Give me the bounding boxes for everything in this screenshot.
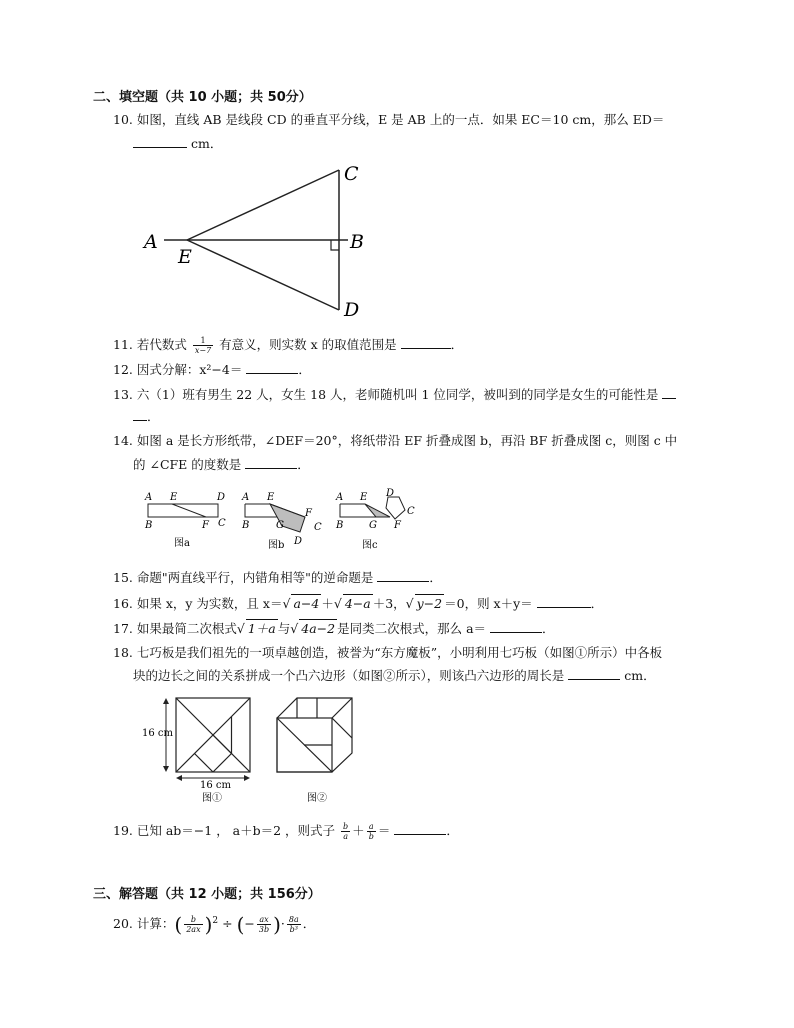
label-16cm-vertical: 16 cm [142, 728, 173, 739]
question-10 [113, 111, 664, 129]
svg-text:E: E [267, 492, 275, 503]
answer-blank[interactable] [401, 336, 451, 349]
question-number: 13. [113, 387, 133, 402]
segment-ed [187, 240, 339, 310]
question-number: 12. [113, 362, 133, 377]
label-b: B [350, 231, 364, 253]
question-text: 的 ∠CFE 的度数是 [133, 457, 242, 472]
svg-text:C: C [407, 506, 415, 517]
question-number: 11. [113, 337, 133, 352]
svg-text:F: F [394, 520, 401, 531]
fraction: $\frac{1}{x-7}$ [194, 336, 212, 355]
question-10-answer-line [133, 135, 222, 153]
sqrt-expr: y−2 [416, 596, 443, 611]
question-14-line2: 的 ∠CFE 的度数是 ． [133, 457, 310, 472]
question-text: 块的边长之间的关系拼成一个凸六边形（如图②所示），则该凸六边形的周长是 [133, 668, 565, 683]
sqrt-expr: 4a−2 [301, 621, 336, 636]
fig-b [241, 492, 322, 551]
question-20: 20. 计算：( $\frac{b}{2ax}$ )$^2$ ÷ (− $\frac{ax}{3b}$ )· $\frac{8a}{\text{b³}}$ ． [113, 912, 316, 937]
question-text: 如果最简二次根式 [136, 621, 237, 636]
section-title-fill-in: 二、填空题（共 10 小题；共 50分） [93, 90, 312, 105]
svg-text:B: B [336, 520, 344, 531]
question-number: 17. [113, 621, 133, 636]
svg-text:C: C [314, 522, 322, 533]
svg-text:A: A [336, 492, 344, 503]
answer-blank[interactable] [377, 569, 429, 582]
caption-fig1: 图① [202, 793, 222, 804]
answer-blank[interactable] [662, 386, 676, 399]
svg-text:E: E [170, 492, 178, 503]
tangram-hexagon [277, 698, 352, 772]
question-text: 已知 ab＝−1 ， a＋b＝2 ，则式子 [136, 823, 336, 838]
answer-blank[interactable] [490, 620, 542, 633]
question-number: 15. [113, 570, 133, 585]
figure-perpendicular-bisector [138, 160, 378, 320]
fraction: $\frac{8a}{\text{b³}}$ [288, 915, 299, 935]
question-text: 七巧板是我们祖先的一项卓越创造，被誉为“东方魔板”，小明利用七巧板（如图①所示）中各板 [136, 645, 663, 660]
answer-blank[interactable] [537, 595, 591, 608]
svg-text:G: G [369, 520, 377, 531]
question-text: 六（1）班有男生 22 人，女生 18 人，老师随机叫 1 位同学，被叫到的同学是女生的可能性是 [136, 387, 659, 402]
svg-text:B: B [242, 520, 250, 531]
fraction: $\frac{b}{a}$ [343, 822, 349, 841]
label-c: C [344, 163, 359, 185]
question-11: 11. 若代数式 $\frac{1}{x-7}$ 有意义，则实数 x 的取值范围是 ． [113, 336, 464, 355]
svg-text:D: D [386, 488, 395, 499]
question-number: 19. [113, 823, 133, 838]
caption-fig2: 图② [307, 793, 327, 804]
answer-blank[interactable] [246, 361, 298, 374]
svg-text:A: A [145, 492, 153, 503]
figure-tangram [140, 692, 370, 804]
question-15: 15. 命题"两直线平行，内错角相等"的逆命题是 ． [113, 570, 442, 585]
fraction: $\frac{b}{2ax}$ [186, 915, 201, 935]
answer-blank[interactable] [568, 667, 620, 680]
caption-c: 图c [362, 540, 378, 551]
question-16: 16. 如果 x，y 为实数，且 x＝√ a−4 ＋√ 4−a ＋3，√ y−2 ＝0，则 x＋y＝ ． [113, 596, 604, 611]
svg-text:C: C [218, 518, 226, 529]
question-text: 命题"两直线平行，内错角相等"的逆命题是 [136, 570, 374, 585]
svg-text:G: G [276, 520, 284, 531]
question-18-line2: 块的边长之间的关系拼成一个凸六边形（如图②所示），则该凸六边形的周长是 cm． [133, 668, 656, 683]
label-a: A [144, 231, 158, 253]
answer-blank[interactable] [245, 456, 297, 469]
answer-blank-cont[interactable] [133, 408, 147, 421]
svg-text:A: A [242, 492, 250, 503]
right-angle-mark [331, 240, 339, 250]
label-16cm-horizontal: 16 cm [200, 780, 231, 791]
fraction: $\frac{ax}{3b}$ [258, 915, 270, 935]
question-13 [113, 386, 676, 404]
question-text: 因式分解：x²−4＝ [136, 362, 243, 377]
sqrt-expr: a−4 [293, 596, 320, 611]
svg-text:D: D [217, 492, 226, 503]
caption-a: 图a [174, 538, 190, 549]
label-e: E [178, 246, 192, 268]
svg-text:F: F [202, 520, 209, 531]
question-number: 14. [113, 433, 133, 448]
answer-blank[interactable] [394, 822, 446, 835]
svg-text:B: B [145, 520, 153, 531]
svg-text:D: D [294, 536, 303, 547]
question-13-cont: ． [133, 408, 160, 426]
tangram-square [176, 698, 250, 772]
question-text: 如图 a 是长方形纸带，∠DEF＝20°，将纸带沿 EF 折叠成图 b，再沿 BF 折叠成图 c，则图 c 中 [136, 433, 678, 448]
question-text-cont: ＝0，则 x＋y＝ [444, 596, 533, 611]
segment-ec [187, 170, 339, 240]
question-text: 若代数式 [136, 337, 187, 352]
label-d: D [344, 299, 360, 320]
section-title-solve: 三、解答题（共 12 小题；共 156分） [93, 887, 321, 902]
question-text: 如果 x，y 为实数，且 x＝ [136, 596, 283, 611]
question-18 [113, 644, 662, 662]
question-12: 12. 因式分解：x²−4＝ ． [113, 362, 311, 377]
question-number: 10. [113, 112, 133, 127]
sqrt-expr: 4−a [344, 596, 371, 611]
figure-paper-fold [140, 488, 430, 554]
question-text-cont: 是同类二次根式，那么 a＝ [337, 621, 487, 636]
fig-a [144, 492, 226, 549]
svg-text:F: F [305, 508, 312, 519]
question-17: 17. 如果最简二次根式√ 1＋a 与√ 4a−2 是同类二次根式，那么 a＝ ． [113, 621, 555, 636]
question-number: 20. [113, 916, 133, 932]
svg-text:E: E [360, 492, 368, 503]
sqrt-expr: 1＋a [247, 621, 276, 636]
fraction: $\frac{a}{b}$ [368, 822, 374, 841]
question-19: 19. 已知 ab＝−1 ， a＋b＝2 ，则式子 $\frac{b}{a}$ ＋ $\frac{a}{b}$ ＝ ． [113, 822, 459, 841]
question-text: 如图，直线 AB 是线段 CD 的垂直平分线，E 是 AB 上的一点．如果 EC＝10 cm，那么 ED＝ [136, 112, 665, 127]
question-number: 16. [113, 596, 133, 611]
question-text: 计算： [136, 916, 175, 932]
caption-b: 图b [268, 540, 285, 551]
fig-c [335, 488, 415, 551]
question-14 [113, 432, 677, 450]
question-number: 18. [113, 645, 133, 660]
unit-text: cm． [190, 136, 223, 151]
answer-blank[interactable] [133, 135, 187, 148]
question-text-cont: 有意义，则实数 x 的取值范围是 [219, 337, 397, 352]
